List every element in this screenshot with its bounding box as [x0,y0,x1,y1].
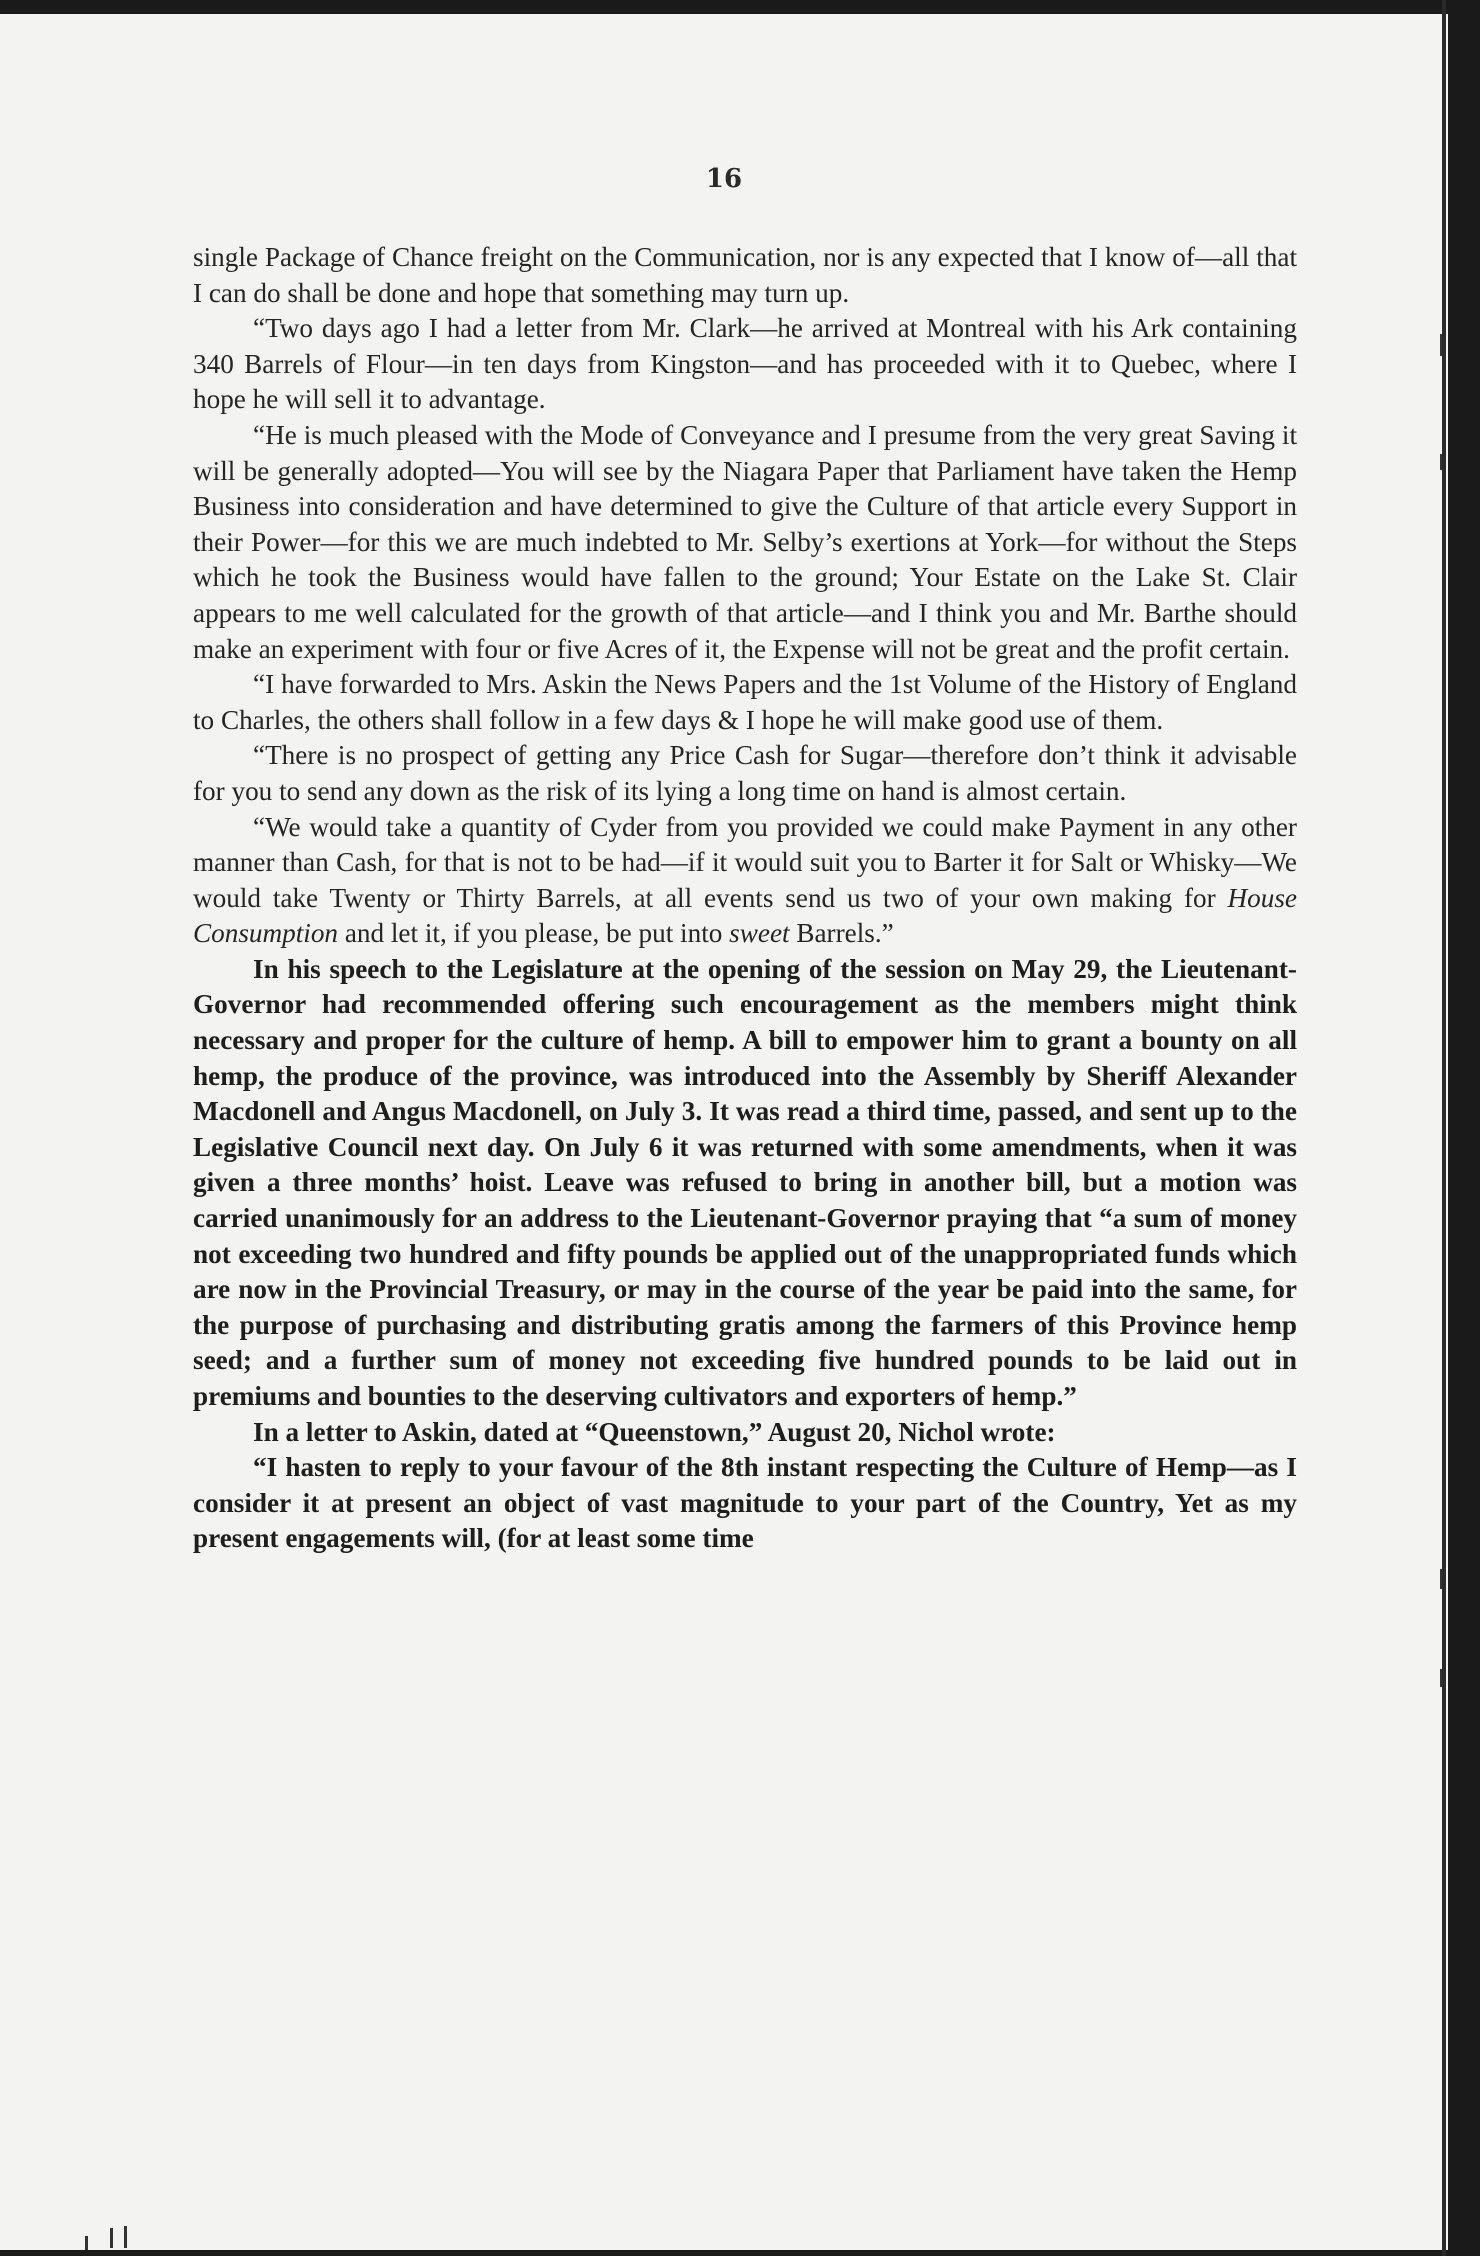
body-text [193,240,1297,1557]
cyder-italic-sweet: sweet [729,918,790,949]
cyder-italic-house-consumption: House Consumption [193,882,1297,949]
paragraph-letter-hemp: “He is much pleased with the Mode of Conveyance and I presume from the very great Saving it will be generally adopted—You will see by the Niagara Paper that Parliament have taken the Hemp Business into consideration and have determined to give the Culture of that article every Support in their Power—for this we are much indebted to Mr. Selby’s exertions at York—for without the Steps which he took the Business would have fallen to the ground; Your Estate on the Lake St. Clair appears to me well calculated for the growth of that article—and I think you and Mr. Barthe should make an experiment with four or five Acres of it, the Expense will not be great and the profit certain. [193,419,1297,664]
paragraph-letter-sugar: “There is no prospect of getting any Price Cash for Sugar—therefore don’t think it advisable for you to send any down as the risk of its lying a long time on hand is almost certain. [193,740,1297,806]
right-binding-edge [1442,0,1446,2256]
paragraph-letter-newspapers: “I have forwarded to Mrs. Askin the News Papers and the 1st Volume of the History of England to Charles, the others shall follow in a few days & I hope he will make good use of them. [193,669,1297,735]
margin-mark [85,2236,88,2250]
paragraph-letter-clark: “Two days ago I had a letter from Mr. Clark—he arrived at Montreal with his Ark containing 340 Barrels of Flour—in ten days from Kingston—and has proceeded with it to Quebec, where I hope he will sell it to advantage. [193,313,1297,415]
paragraph-legislature: In his speech to the Legislature at the opening of the session on May 29, the Lieutenant-Governor had recommended offering such encouragement as the members might think necessary and proper for the culture of hemp. A bill to empower him to grant a bounty on all hemp, the produce of the province, was introduced into the Assembly by Sheriff Alexander Macdonell and Angus Macdonell, on July 3. It was read a third time, passed, and sent up to the Legislative Council next day. On July 6 it was returned with some amendments, when it was given a three months’ hoist. Leave was refused to bring in another bill, but a motion was carried unanimously for an address to the Lieutenant-Governor praying that “a sum of money not exceeding two hundred and fifty pounds be applied out of the unappropriated funds which are now in the Provincial Treasury, or may in the course of the year be paid into the same, for the purpose of purchasing and distributing gratis among the farmers of this Province hemp seed; and a further sum of money not exceeding five hundred pounds to be laid out in premiums and bounties to the deserving cultivators and exporters of hemp.” [193,953,1297,1411]
cyder-text-start: “We would take a quantity of Cyder from you provided we could make Payment in any other manner than Cash, for that is not to be had—if it would suit you to Barter it for Salt or Whisky—We would take Twenty or Thirty Barrels, at all events send us two of your own making for [193,811,1297,913]
cyder-text-end: Barrels.” [789,918,894,949]
paragraph-nichol-letter: “I hasten to reply to your favour of the 8th instant respecting the Culture of Hemp—as I consider it at present an object of vast magnitude to your part of the Country, Yet as my present engagements will, (for at least some time [193,1452,1297,1554]
margin-mark [124,2226,127,2248]
page-number: 16 [705,164,743,194]
paragraph-continuation: single Package of Chance freight on the Communication, nor is any expected that I know of—all that I can do shall be done and hope that something may turn up. [193,242,1297,308]
page-sheet [0,14,1448,2250]
paragraph-nichol-intro: In a letter to Askin, dated at “Queenstown,” August 20, Nichol wrote: [253,1416,1056,1447]
margin-mark [110,2228,113,2248]
paragraph-letter-cyder [193,810,1297,952]
cyder-text-middle: and let it, if you please, be put into [338,918,730,949]
